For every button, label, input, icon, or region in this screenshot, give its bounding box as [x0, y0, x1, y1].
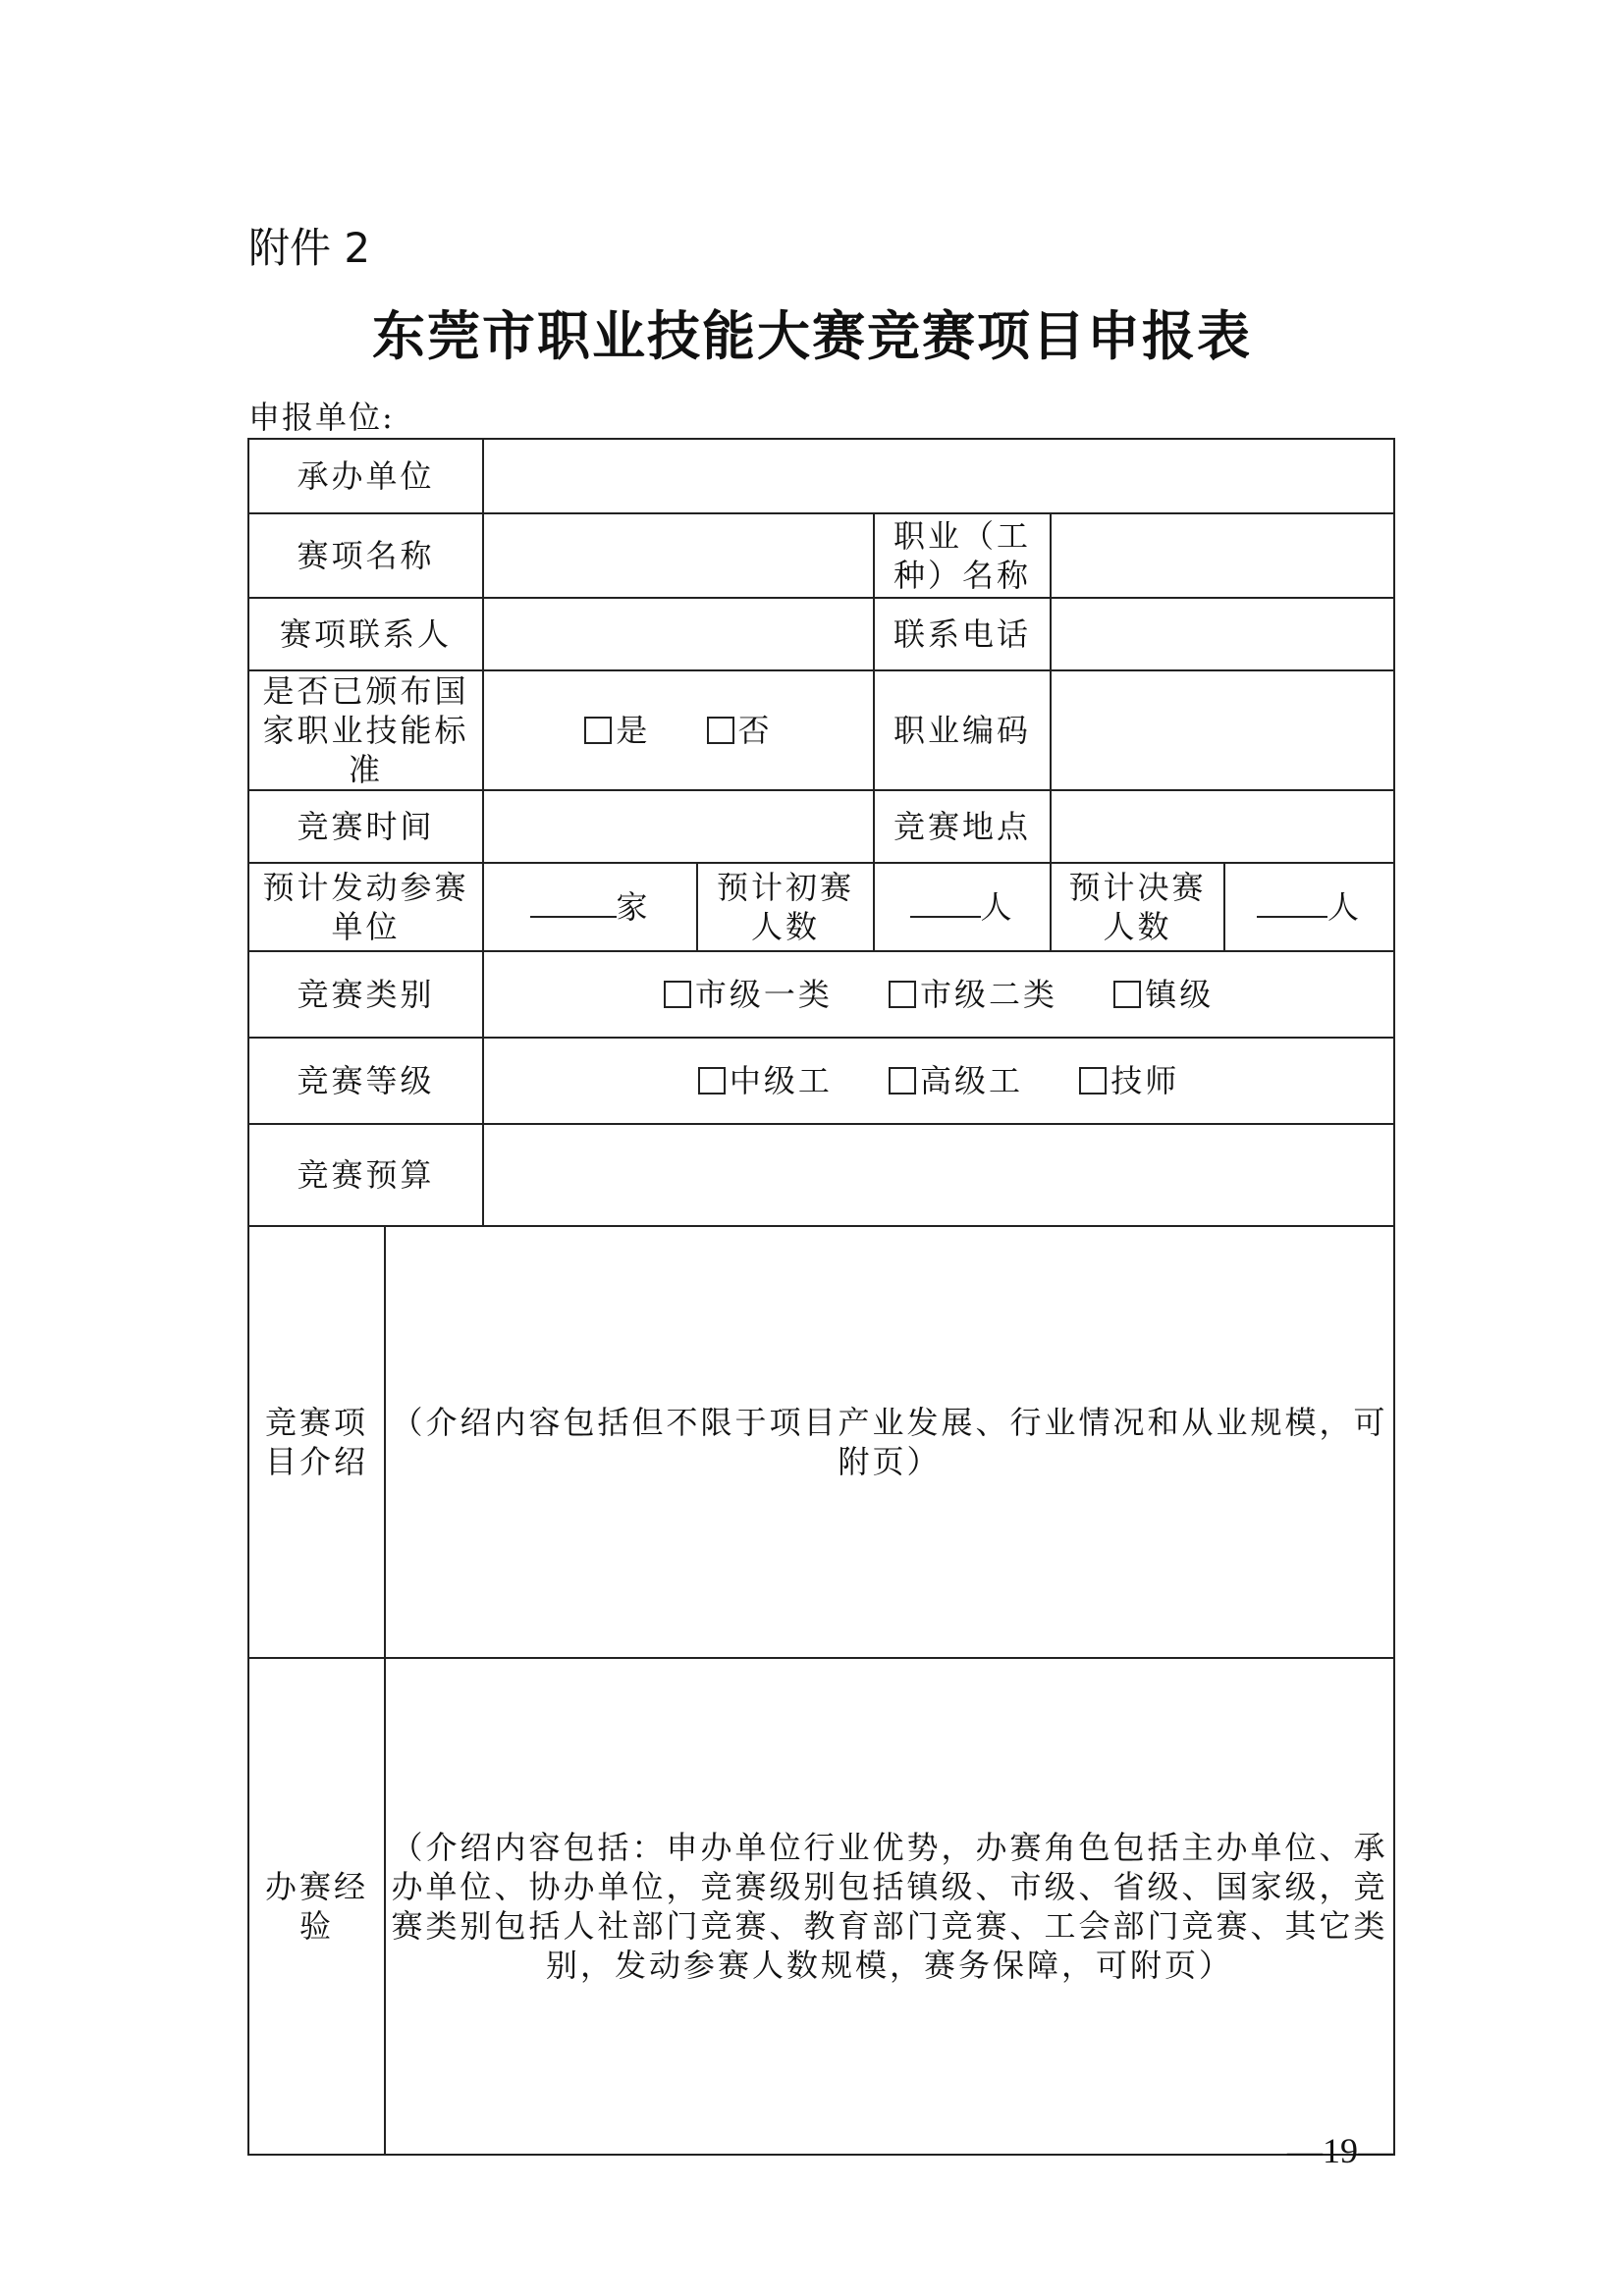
- occupation-name-field[interactable]: [1051, 513, 1394, 598]
- level-checkbox[interactable]: [698, 1067, 726, 1095]
- level-option-label: 技师: [1110, 1062, 1180, 1099]
- expected-units-blank[interactable]: [530, 892, 617, 918]
- competition-level-options: [483, 1038, 1394, 1124]
- category-option-label: 市级一类: [694, 976, 833, 1013]
- event-name-field[interactable]: [483, 513, 874, 598]
- page-number: —19—: [1287, 2131, 1393, 2170]
- category-option-city-2[interactable]: [889, 975, 1057, 1014]
- expected-prelim-field[interactable]: [874, 863, 1051, 951]
- no-option[interactable]: [707, 711, 773, 750]
- occupation-code-field[interactable]: [1051, 670, 1394, 790]
- application-form-table: [247, 438, 1395, 2156]
- experience-label: 办赛经验: [248, 1658, 385, 2155]
- event-contact-field[interactable]: [483, 598, 874, 670]
- occupation-code-label: 职业编码: [874, 670, 1051, 790]
- competition-time-label: 竞赛时间: [248, 790, 483, 863]
- no-label: 否: [737, 712, 773, 749]
- expected-units-label: 预计发动参赛单位: [248, 863, 483, 951]
- expected-prelim-label: 预计初赛人数: [697, 863, 874, 951]
- category-checkbox[interactable]: [1113, 981, 1141, 1008]
- competition-time-field[interactable]: [483, 790, 874, 863]
- competition-category-label: 竞赛类别: [248, 951, 483, 1038]
- expected-units-field[interactable]: [483, 863, 697, 951]
- category-checkbox[interactable]: [664, 981, 691, 1008]
- level-option-technician[interactable]: [1079, 1061, 1179, 1100]
- category-option-town[interactable]: [1113, 975, 1214, 1014]
- final-person-suffix: 人: [1327, 888, 1363, 926]
- event-name-label: 赛项名称: [248, 513, 483, 598]
- project-intro-note: （介绍内容包括但不限于项目产业发展、行业情况和从业规模，可附页）: [391, 1404, 1388, 1480]
- level-option-label: 高级工: [920, 1062, 1024, 1099]
- level-option-label: 中级工: [729, 1062, 833, 1099]
- level-option-intermediate[interactable]: [698, 1061, 833, 1100]
- competition-place-label: 竞赛地点: [874, 790, 1051, 863]
- form-title: 东莞市职业技能大赛竞赛项目申报表: [372, 304, 1252, 367]
- level-checkbox[interactable]: [889, 1067, 916, 1095]
- project-intro-label: 竞赛项目介绍: [248, 1226, 385, 1658]
- competition-level-label: 竞赛等级: [248, 1038, 483, 1124]
- project-intro-field[interactable]: [385, 1226, 1394, 1658]
- phone-field[interactable]: [1051, 598, 1394, 670]
- unit-suffix: 家: [616, 888, 651, 926]
- experience-field[interactable]: [385, 1658, 1394, 2155]
- occupation-name-label: 职业（工种）名称: [874, 513, 1051, 598]
- yes-checkbox[interactable]: [584, 717, 612, 744]
- category-option-label: 镇级: [1145, 976, 1215, 1013]
- organizer-label: 承办单位: [248, 439, 483, 513]
- competition-place-field[interactable]: [1051, 790, 1394, 863]
- phone-label: 联系电话: [874, 598, 1051, 670]
- prelim-person-suffix: 人: [980, 888, 1015, 926]
- no-checkbox[interactable]: [707, 717, 734, 744]
- applicant-label: 申报单位:: [248, 399, 395, 436]
- level-checkbox[interactable]: [1079, 1067, 1107, 1095]
- competition-category-options: [483, 951, 1394, 1038]
- attachment-label: 附件 2: [248, 224, 371, 272]
- expected-final-label: 预计决赛人数: [1051, 863, 1224, 951]
- category-option-label: 市级二类: [920, 976, 1058, 1013]
- yes-label: 是: [616, 712, 651, 749]
- competition-budget-field[interactable]: [483, 1124, 1394, 1226]
- experience-note: （介绍内容包括：申办单位行业优势，办赛角色包括主办单位、承办单位、协办单位，竞赛级别包括镇级、市级、省级、国家级，竞赛类别包括人社部门竞赛、教育部门竞赛、工会部门竞赛、其它类别，发动参赛人数规模，赛务保障，可附页）: [391, 1829, 1388, 1984]
- yes-option[interactable]: [584, 711, 650, 750]
- event-contact-label: 赛项联系人: [248, 598, 483, 670]
- expected-final-blank[interactable]: [1257, 892, 1327, 918]
- expected-prelim-blank[interactable]: [910, 892, 981, 918]
- level-option-senior[interactable]: [889, 1061, 1023, 1100]
- national-standard-options: [483, 670, 874, 790]
- organizer-field[interactable]: [483, 439, 1394, 513]
- competition-budget-label: 竞赛预算: [248, 1124, 483, 1226]
- national-standard-label: 是否已颁布国家职业技能标准: [248, 670, 483, 790]
- expected-final-field[interactable]: [1224, 863, 1394, 951]
- category-option-city-1[interactable]: [664, 975, 833, 1014]
- category-checkbox[interactable]: [889, 981, 916, 1008]
